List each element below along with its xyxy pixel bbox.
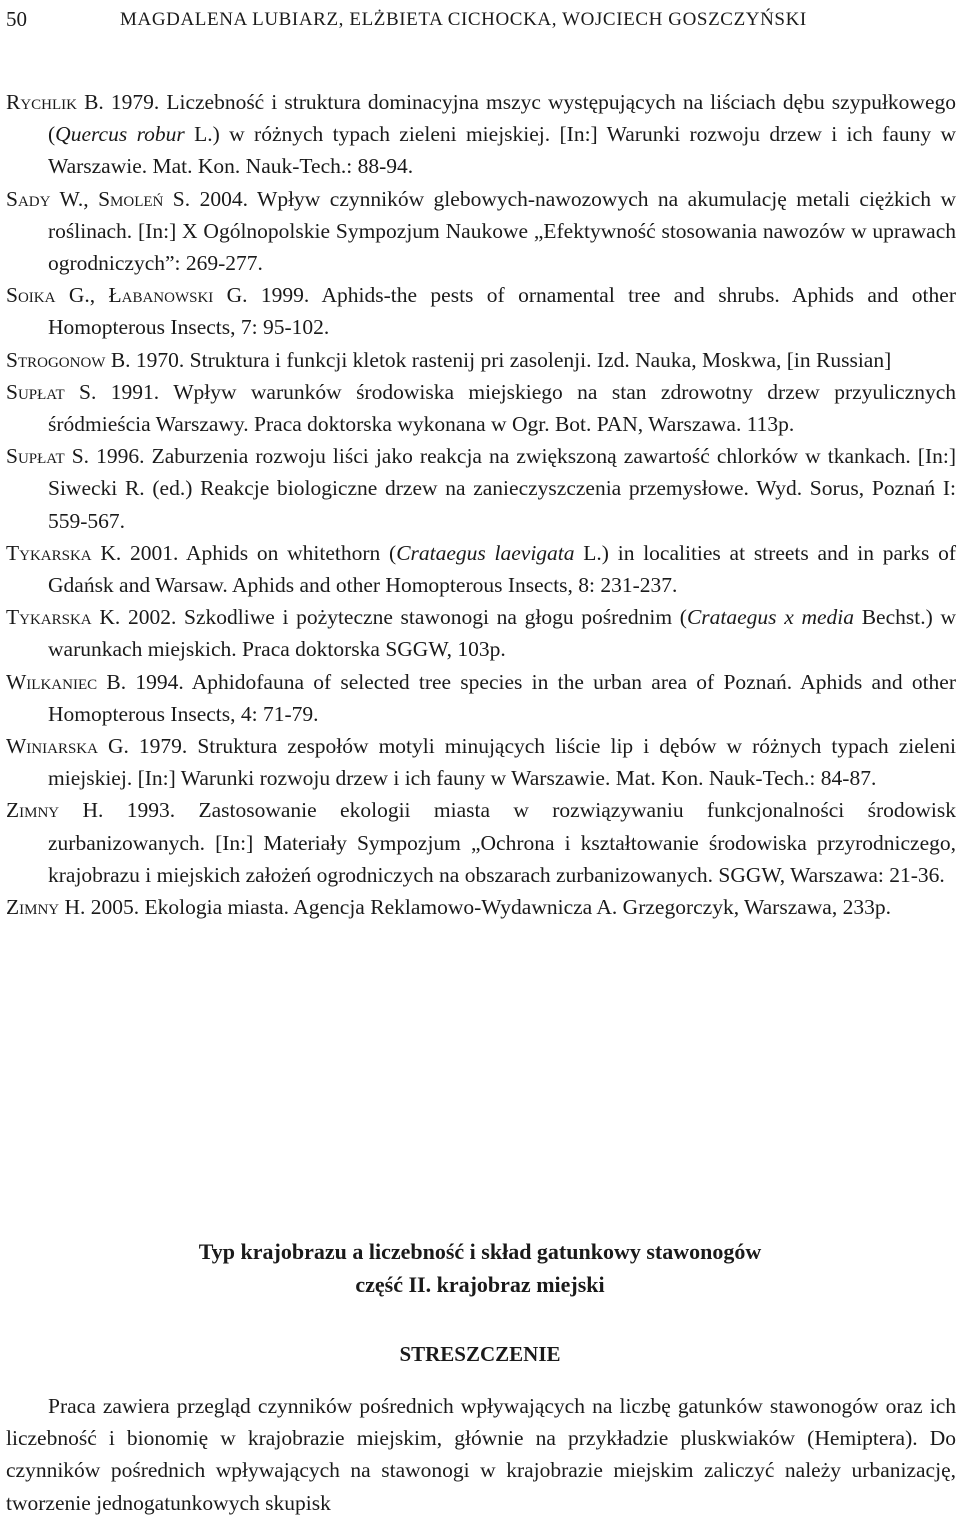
- reference-text: G.,: [55, 283, 109, 308]
- reference-item: [6, 440, 956, 537]
- abstract-heading: STRESZCZENIE: [399, 1342, 561, 1366]
- reference-item: [6, 279, 956, 343]
- reference-author: Łabanowski: [108, 283, 214, 308]
- running-head-authors: MAGDALENA LUBIARZ, ELŻBIETA CICHOCKA, WOJCIECH GOSZCZYŃSKI: [120, 9, 807, 30]
- reference-item: [6, 666, 956, 730]
- reference-author: Supłat: [6, 379, 65, 404]
- reference-species: Crataegus laevigata: [396, 540, 575, 565]
- reference-text: G. 1999. Aphids-the pests of ornamental tree and shrubs. Aphids and other Homopterous Insects, 7: 95-102.: [48, 283, 956, 340]
- reference-author: Rychlik: [6, 90, 78, 114]
- reference-author: Soika: [6, 283, 56, 308]
- reference-text: W.,: [50, 186, 99, 211]
- reference-item: [6, 183, 956, 280]
- reference-item: [6, 376, 956, 440]
- reference-author: Strogonow: [6, 347, 106, 372]
- reference-text: S. 2004. Wpływ czynników glebowych-nawozowych na akumulację metali ciężkich w roślinach. [In:] X Ogólnopolskie Sympozjum Naukowe „Efektywność stosowania nawozów w uprawach ogrodniczych”: 269-277.: [48, 186, 956, 276]
- reference-text: G. 1979. Struktura zespołów motyli minujących liście lip i dębów w różnych typach zieleni miejskiej. [In:] Warunki rozwoju drzew i ich fauny w Warszawie. Mat. Kon. Nauk-Tech.: 84-87.: [48, 734, 956, 791]
- reference-item: [6, 344, 956, 376]
- reference-text: Bechst.) w warunkach miejskich. Praca doktorska SGGW, 103p.: [48, 605, 956, 662]
- reference-author: Wilkaniec: [6, 669, 98, 694]
- reference-species: Quercus robur: [55, 122, 185, 147]
- reference-item: [6, 730, 956, 794]
- reference-text: S. 1991. Wpływ warunków środowiska miejskiego na stan zdrowotny drzew przyulicznych śródmieścia Warszawy. Praca doktorska wykonana w Ogr. Bot. PAN, Warszawa. 113p.: [48, 379, 956, 437]
- reference-author: Tykarska: [6, 605, 92, 630]
- reference-author: Zimny: [6, 895, 60, 920]
- reference-species: Crataegus x media: [686, 605, 855, 630]
- reference-author: Tykarska: [6, 540, 92, 565]
- abstract-text: Praca zawiera przegląd czynników pośrednich wpływających na liczbę gatunków stawonogów oraz ich liczebność i bionomię w krajobrazie miejskim, głównie na przykładzie pluskwiaków (Hemiptera). Do czynników pośrednich wpływających na stawonogi w krajobrazie miejskim zaliczyć należy urbanizację, tworzenie jednogatunkowych skupisk: [6, 1394, 956, 1515]
- reference-author: Supłat: [6, 444, 65, 469]
- reference-item: [6, 891, 956, 923]
- reference-text: H. 1993. Zastosowanie ekologii miasta w rozwiązywaniu funkcjonalności środowisk zurbanizowanych. [In:] Materiały Sympozjum „Ochrona i kształtowanie środowiska przyrodniczego, krajobrazu i miejskich założeń ogrodniczych na obszarach zurbanizowanych. SGGW, Warszawa: 21-36.: [48, 798, 956, 887]
- reference-author: Zimny: [6, 798, 60, 823]
- summary-title-line-1: Typ krajobrazu a liczebność i skład gatunkowy stawonogów: [198, 1239, 762, 1264]
- reference-text: L.) in localities at streets and in parks of Gdańsk and Warsaw. Aphids and other Homopterous Insects, 8: 231-237.: [48, 540, 956, 598]
- reference-author: Smoleń: [98, 186, 164, 211]
- reference-item: [6, 537, 956, 601]
- reference-list: [6, 86, 956, 923]
- reference-text: H. 2005. Ekologia miasta. Agencja Reklamowo-Wydawnicza A. Grzegorczyk, Warszawa, 233p.: [59, 895, 891, 920]
- reference-text: B. 1994. Aphidofauna of selected tree species in the urban area of Poznań. Aphids and other Homopterous Insects, 4: 71-79.: [48, 669, 956, 726]
- reference-item: [6, 794, 956, 891]
- reference-author: Sady: [6, 186, 51, 211]
- reference-item: [6, 601, 956, 665]
- reference-text: L.) w różnych typach zieleni miejskiej. [In:] Warunki rozwoju drzew i ich fauny w Warszawie. Mat. Kon. Nauk-Tech.: 88-94.: [48, 122, 956, 179]
- running-head: [6, 4, 954, 34]
- summary-title-line-2: część II. krajobraz miejski: [355, 1272, 605, 1297]
- reference-text: B. 1970. Struktura i funkcji kletok rastenij pri zasolenji. Izd. Nauka, Moskwa, [in Russian]: [105, 347, 892, 372]
- reference-text: K. 2002. Szkodliwe i pożyteczne stawonogi na głogu pośrednim (: [91, 605, 687, 630]
- reference-text: B. 1979. Liczebność i struktura dominacyjna mszyc występujących na liściach dębu szypułkowego (: [48, 90, 956, 147]
- page-number: 50: [6, 7, 27, 31]
- reference-item: [6, 86, 956, 183]
- reference-text: K. 2001. Aphids on whitethorn (: [91, 540, 397, 565]
- reference-author: Winiarska: [6, 734, 98, 759]
- reference-text: S. 1996. Zaburzenia rozwoju liści jako reakcja na zwiększoną zawartość chlorków w tkankach. [In:] Siwecki R. (ed.) Reakcje biologiczne drzew na zanieczyszczenia przemysłowe. Wyd. Sorus, Poznań I: 559-567.: [48, 444, 956, 533]
